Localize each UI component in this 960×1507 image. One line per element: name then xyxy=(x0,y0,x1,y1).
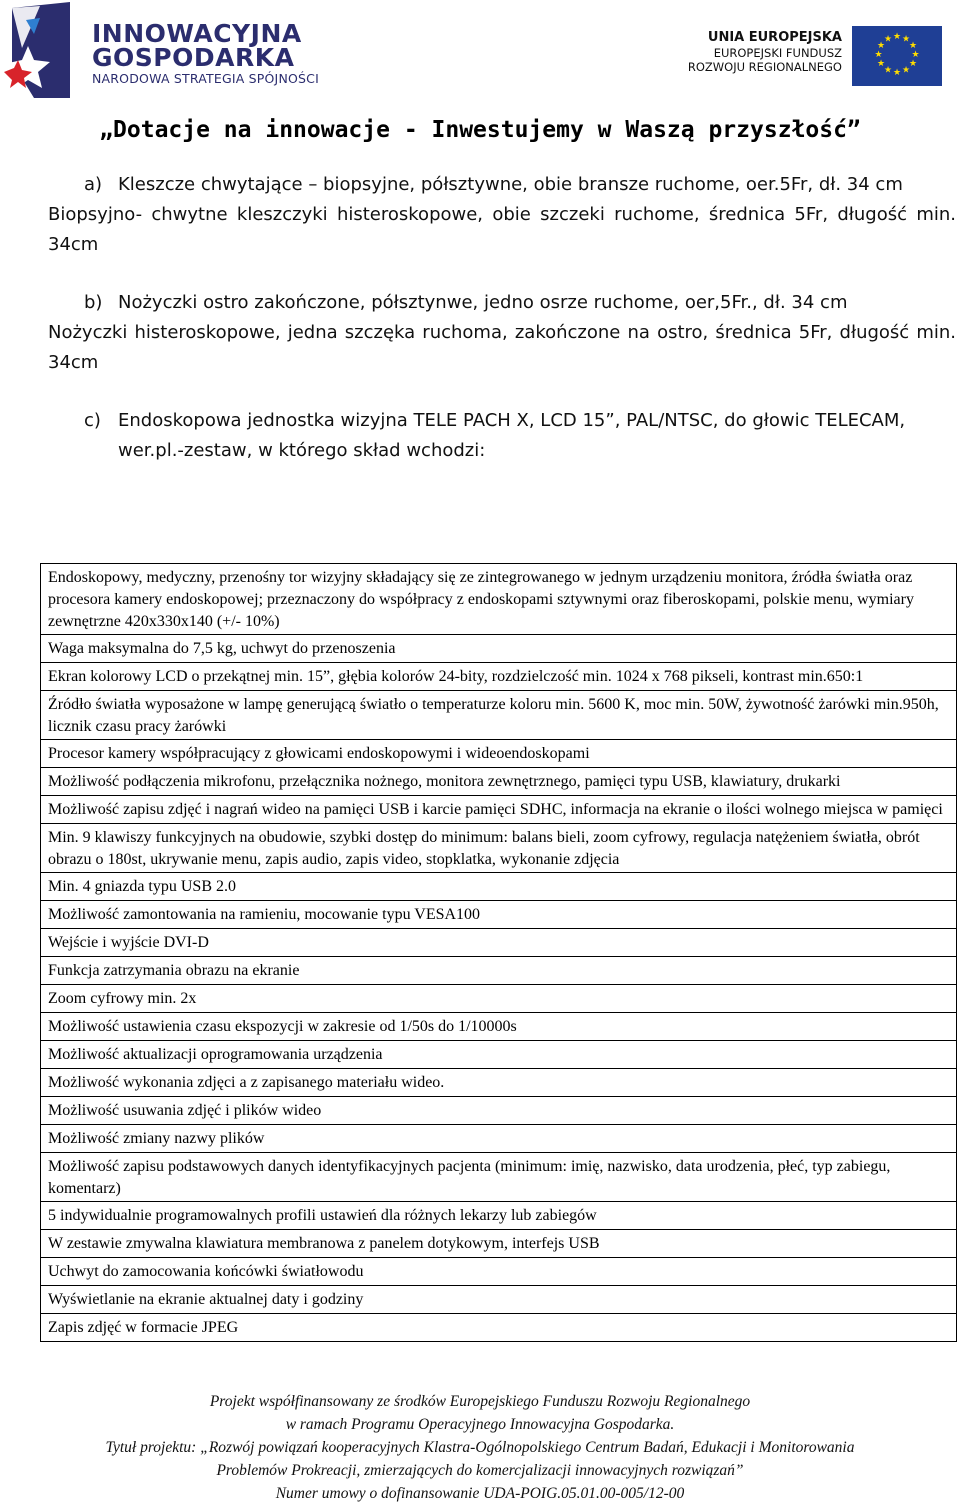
table-cell: Możliwość aktualizacji oprogramowania urządzenia xyxy=(41,1041,957,1069)
item-text: Kleszcze chwytające – biopsyjne, półsztywne, obie bransze ruchome, oer.5Fr, dł. 34 cm xyxy=(118,174,903,195)
table-cell: Możliwość podłączenia mikrofonu, przełącznika nożnego, monitora zewnętrznego, pamięci typu USB, klawiatury, drukarki xyxy=(41,768,957,796)
table-row xyxy=(41,1125,957,1153)
list-item xyxy=(48,170,956,260)
table-row xyxy=(41,1314,957,1342)
item-text: Endoskopowa jednostka wizyjna TELE PACH X, LCD 15”, PAL/NTSC, do głowic TELECAM, wer.pl.-zestaw, w którego skład wchodzi: xyxy=(118,410,906,461)
table-row xyxy=(41,796,957,824)
page-footer xyxy=(0,1390,960,1505)
svg-text:★: ★ xyxy=(908,41,918,51)
table-row xyxy=(41,985,957,1013)
list-item xyxy=(48,288,956,378)
eu-line-2: EUROPEJSKI FUNDUSZ xyxy=(713,46,842,60)
table-row xyxy=(41,740,957,768)
table-row xyxy=(41,1230,957,1258)
table-row xyxy=(41,824,957,873)
table-cell: Możliwość usuwania zdjęć i plików wideo xyxy=(41,1097,957,1125)
item-heading xyxy=(48,170,956,200)
table-cell: Wyświetlanie na ekranie aktualnej daty i godziny xyxy=(41,1286,957,1314)
table-row xyxy=(41,1258,957,1286)
table-cell: Możliwość ustawienia czasu ekspozycji w zakresie od 1/50s do 1/10000s xyxy=(41,1013,957,1041)
eu-line-1: UNIA EUROPEJSKA xyxy=(707,30,842,45)
item-heading xyxy=(48,406,956,466)
item-letter: c) xyxy=(84,410,101,431)
logo-line-1: INNOWACYJNA xyxy=(92,19,302,48)
footer-line-1: Projekt współfinansowany ze środków Europejskiego Funduszu Rozwoju Regionalnego xyxy=(209,1393,751,1410)
innowacyjna-gospodarka-logo-icon xyxy=(4,2,70,98)
innowacyjna-gospodarka-wordmark xyxy=(92,19,319,88)
logo-line-3: NARODOWA STRATEGIA SPÓJNOŚCI xyxy=(92,71,319,86)
table-cell: Endoskopowy, medyczny, przenośny tor wizyjny składający się ze zintegrowanego w jednym urządzeniu monitora, źródła światła oraz procesora kamery endoskopowej; przeznaczony do współpracy z endoskopami sztywnymi oraz fiberoskopami, polskie menu, wymiary zewnętrzne 420x330x140 (+/- 10%) xyxy=(41,564,957,635)
logo-line-2: GOSPODARKA xyxy=(92,43,295,72)
table-row xyxy=(41,901,957,929)
footer-line-4: Problemów Prokreacji, zmierzających do komercjalizacji innowacyjnych rozwiązań” xyxy=(216,1462,744,1479)
table-cell: Możliwość zamontowania na ramieniu, mocowanie typu VESA100 xyxy=(41,901,957,929)
table-row xyxy=(41,1041,957,1069)
svg-text:★: ★ xyxy=(876,59,886,69)
svg-text:★: ★ xyxy=(908,59,918,69)
table-row xyxy=(41,1069,957,1097)
svg-text:★: ★ xyxy=(901,65,911,76)
table-row xyxy=(41,663,957,691)
page-header xyxy=(0,0,960,100)
svg-text:★: ★ xyxy=(892,68,902,78)
table-cell: Możliwość zapisu podstawowych danych identyfikacyjnych pacjenta (minimum: imię, nazwisko, data urodzenia, płeć, typ zabiegu, komentarz) xyxy=(41,1153,957,1202)
eu-wordmark xyxy=(688,30,842,74)
table-row xyxy=(41,873,957,901)
table-cell: Ekran kolorowy LCD o przekątnej min. 15”, głębia kolorów 24-bity, rozdzielczość min. 1024 x 768 pikseli, kontrast min.650:1 xyxy=(41,663,957,691)
svg-text:★: ★ xyxy=(883,65,893,76)
svg-text:★: ★ xyxy=(883,34,893,45)
table-cell: Źródło światła wyposażone w lampę generującą światło o temperaturze koloru min. 5600 K, moc min. 50W, żywotność żarówki min.950h, licznik czasu pracy żarówki xyxy=(41,691,957,740)
list-item xyxy=(48,406,956,466)
table-cell: Funkcja zatrzymania obrazu na ekranie xyxy=(41,957,957,985)
footer-line-5: Numer umowy o dofinansowanie UDA-POIG.05.01.00-005/12-00 xyxy=(275,1485,685,1502)
page-title: „Dotacje na innowacje - Inwestujemy w Waszą przyszłość” xyxy=(99,117,861,143)
footer-line-2: w ramach Programu Operacyjnego Innowacyjna Gospodarka. xyxy=(285,1416,675,1433)
table-row xyxy=(41,1153,957,1202)
item-text: Nożyczki ostro zakończone, półsztynwe, jedno osrze ruchome, oer,5Fr., dł. 34 cm xyxy=(118,292,848,313)
svg-text:★: ★ xyxy=(874,50,883,60)
table-cell: Wejście i wyjście DVI-D xyxy=(41,929,957,957)
table-row xyxy=(41,1013,957,1041)
table-row xyxy=(41,957,957,985)
item-list xyxy=(48,170,956,494)
table-cell: Możliwość zapisu zdjęć i nagrań wideo na pamięci USB i karcie pamięci SDHC, informacja na ekranie o ilości wolnego miejsca w pamięci xyxy=(41,796,957,824)
svg-text:★: ★ xyxy=(901,34,911,45)
table-row xyxy=(41,564,957,635)
table-row xyxy=(41,691,957,740)
table-row xyxy=(41,1202,957,1230)
svg-text:★: ★ xyxy=(892,32,902,42)
table-cell: Zoom cyfrowy min. 2x xyxy=(41,985,957,1013)
table-cell: 5 indywidualnie programowalnych profili ustawień dla różnych lekarzy lub zabiegów xyxy=(41,1202,957,1230)
table-row xyxy=(41,1097,957,1125)
item-letter: a) xyxy=(84,174,103,195)
item-description: Biopsyjno- chwytne kleszczyki histeroskopowe, obie szczeki ruchome, średnica 5Fr, długość min. 34cm xyxy=(48,204,956,255)
item-letter: b) xyxy=(84,292,103,313)
table-row xyxy=(41,635,957,663)
table-row xyxy=(41,1286,957,1314)
eu-line-3: ROZWOJU REGIONALNEGO xyxy=(687,60,842,74)
svg-text:★: ★ xyxy=(876,41,886,51)
table-cell: Możliwość zmiany nazwy plików xyxy=(41,1125,957,1153)
svg-text:★: ★ xyxy=(911,50,920,60)
table-cell: Procesor kamery współpracujący z głowicami endoskopowymi i wideoendoskopami xyxy=(41,740,957,768)
eu-flag-icon xyxy=(852,26,942,86)
spec-table xyxy=(40,563,957,1342)
table-cell: W zestawie zmywalna klawiatura membranowa z panelem dotykowym, interfejs USB xyxy=(41,1230,957,1258)
table-cell: Zapis zdjęć w formacie JPEG xyxy=(41,1314,957,1342)
footer-line-3: Tytuł projektu: „Rozwój powiązań kooperacyjnych Klastra-Ogólnopolskiego Centrum Badań, Edukacji i Monitorowania xyxy=(105,1439,855,1456)
table-row xyxy=(41,768,957,796)
item-description: Nożyczki histeroskopowe, jedna szczęka ruchoma, zakończone na ostro, średnica 5Fr, długość min. 34cm xyxy=(48,322,956,373)
item-heading xyxy=(48,288,956,318)
table-row xyxy=(41,929,957,957)
table-cell: Uchwyt do zamocowania końcówki światłowodu xyxy=(41,1258,957,1286)
table-cell: Możliwość wykonania zdjęci a z zapisanego materiału wideo. xyxy=(41,1069,957,1097)
table-cell: Min. 9 klawiszy funkcyjnych na obudowie, szybki dostęp do minimum: balans bieli, zoom cyfrowy, regulacja natężeniem światła, obrót obrazu o 180st, ukrywanie menu, zapis audio, zapis video, stopklatka, wykonanie zdjęcia xyxy=(41,824,957,873)
table-cell: Waga maksymalna do 7,5 kg, uchwyt do przenoszenia xyxy=(41,635,957,663)
table-cell: Min. 4 gniazda typu USB 2.0 xyxy=(41,873,957,901)
